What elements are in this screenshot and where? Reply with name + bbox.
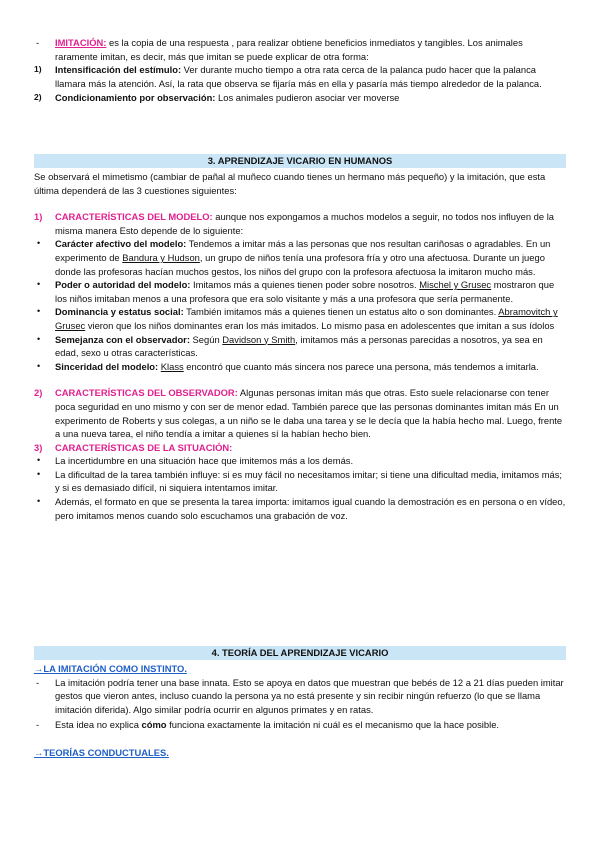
item-text: Tendemos a imitar más a las personas que nos resultan cariñosas o agradables. En un experimento de (55, 238, 551, 263)
item-text: La incertidumbre en una situación hace que imitemos más a los demás. (55, 455, 354, 467)
list-item (34, 237, 566, 278)
bullet-marker: • (37, 306, 41, 317)
list-item (34, 676, 566, 717)
item-label: Semejanza con el observador: (55, 333, 190, 345)
observador-text: Algunas personas imitan más que otras. Esto suele relacionarse con tener poca seguridad en uno mismo y con ser de menor edad. También parece que las personas dominantes imitan más En un experimento de Roberts y sus colegas, a un niño se le daba una tarea y se le decía que la había hecho mal. Luego, frente a una nueva tarea, el niño tendía a imitar a quienes sí la habían hecho bien. (55, 387, 563, 440)
modelo-heading: CARACTERÍSTICAS DEL MODELO: (55, 211, 213, 223)
item-text: Ver durante mucho tiempo a otra rata cerca de la palanca pudo hacer que la palanca llamara más la atención. Así, la rata que observa se fijaría más en ella y pasaría más tiempo alrededor de la palanca. (55, 64, 542, 89)
observador-paragraph (34, 386, 566, 440)
dash-marker: - (36, 37, 40, 48)
citation-link: Davidson y Smith (222, 333, 296, 345)
section3-body (34, 170, 566, 522)
bullet-marker: • (37, 496, 41, 507)
bullet-marker: • (37, 333, 41, 344)
item-number: 1) (34, 64, 42, 75)
bullet-marker: • (37, 360, 41, 371)
item-text: vieron que los niños dominantes eran los más imitados. Lo mismo pasa en adolescentes que imitan a sus ídolos (85, 319, 555, 331)
imitacion-term: IMITACIÓN: (55, 37, 107, 48)
item-label: Poder o autoridad del modelo: (55, 279, 191, 291)
item-text: Los animales pudieron asociar ver moverse (215, 92, 400, 104)
item-text: La imitación podría tener una base innata. Esto se apoya en datos que muestran que bebés de 12 a 21 días pueden imitar gestos que vieron antes, incluso cuando la persona ya no está presente y sin recibir ningún refuerzo (lo que se llama imitación diferida). Algo similar podría ocurrir en algunos primates y en ratas. (55, 676, 564, 715)
item-text: , un grupo de niños tenía una profesora fría y otro una afectuosa. Durante un juego donde las profesoras hacían muchos gestos, los niños del grupo con la profesora afectuosa la imitaron mucho más. (55, 251, 545, 277)
list-item (34, 495, 566, 522)
bullet-marker: • (37, 279, 41, 290)
section-number: 1) (34, 211, 43, 223)
list-item (34, 305, 566, 332)
bullet-marker: • (37, 468, 41, 479)
item-text: Esta idea no explica (55, 719, 142, 731)
imitacion-text: es la copia de una respuesta , para realizar obtiene beneficios inmediatos y tangibles. Los animales raramente imitan, es decir, más que imitan se puede explicar de otra forma: (55, 37, 523, 62)
item-text: Además, el formato en que se presenta la tarea importa: imitamos igual cuando la demostración es en persona o en vídeo, pero imitamos menos cuando solo escuchamos una grabación de voz. (55, 496, 566, 521)
item-label: Sinceridad del modelo: (55, 360, 159, 372)
item-text: , imitamos más a personas parecidas a nosotros, ya sea en edad, sexo u otras características. (55, 333, 543, 359)
citation-link: Mischel y Grusec (419, 279, 492, 291)
section-heading: 4. TEORÍA DEL APRENDIZAJE VICARIO (34, 646, 566, 660)
list-item (34, 360, 566, 374)
item-label: Carácter afectivo del modelo: (55, 238, 187, 250)
section-number: 2) (34, 387, 43, 399)
item-label: Condicionamiento por observación: (55, 92, 216, 104)
dash-marker: - (36, 676, 40, 688)
list-item (34, 333, 566, 360)
citation-link: Abramovitch y Grusec (55, 306, 558, 331)
intro-paragraph: Se observará el mimetismo (cambiar de pañal al muñeco cuando tienes un hermano más pequeño) y la imitación, que esta última dependerá de las 3 cuestiones siguientes: (34, 171, 546, 196)
dash-marker: - (36, 719, 40, 731)
item-text: Imitamos más a quienes tienen poder sobre nosotros. (190, 279, 420, 291)
section4-body (34, 662, 566, 760)
item-text: funciona exactamente la imitación ni cuál es el mecanismo que la hace posible. (166, 719, 500, 731)
bullet-marker: • (37, 455, 41, 466)
item-text: Según (189, 333, 223, 345)
citation-link: Klass (160, 360, 184, 372)
observador-heading: CARACTERÍSTICAS DEL OBSERVADOR: (55, 387, 238, 399)
imitacion-paragraph (34, 36, 566, 105)
list-item (34, 278, 566, 305)
section-heading: 3. APRENDIZAJE VICARIO EN HUMANOS (34, 154, 566, 168)
situacion-heading-row (34, 441, 566, 455)
citation-link: Bandura y Hudson (122, 251, 200, 263)
section-number: 3) (34, 441, 43, 453)
list-item (34, 468, 566, 495)
item-text: La dificultad de la tarea también influye: si es muy fácil no necesitamos imitar; si tiene una dificultad media, imitamos más; y si es demasiado difícil, ni siquiera intentamos imitar. (55, 468, 563, 494)
bullet-marker: • (37, 238, 41, 249)
instinto-title: →LA IMITACIÓN COMO INSTINTO. (34, 663, 187, 674)
item-number: 2) (34, 92, 42, 103)
item-text: encontró que cuanto más sincera nos parece una persona, más tendemos a imitarla. (183, 360, 539, 372)
modelo-paragraph (34, 210, 566, 237)
item-text: mostraron que los niños imitaban menos a una profesora que era solo visitante y más a una profesora que sería permanente. (55, 279, 555, 304)
list-item (34, 718, 566, 732)
modelo-text: aunque nos expongamos a muchos modelos a seguir, no todos nos influyen de la misma manera Esto depende de lo siguiente: (55, 211, 555, 236)
item-label: Intensificación del estímulo: (55, 64, 182, 76)
item-label: Dominancia y estatus social: (55, 306, 184, 318)
emphasis-text: cómo (141, 719, 167, 731)
situacion-heading: CARACTERÍSTICAS DE LA SITUACIÓN: (55, 441, 233, 453)
conductuales-title: →TEORÍAS CONDUCTUALES. (34, 746, 169, 758)
item-text: También imitamos más a quienes tienen un estatus alto o son dominantes. (183, 306, 499, 318)
list-item (34, 454, 566, 468)
